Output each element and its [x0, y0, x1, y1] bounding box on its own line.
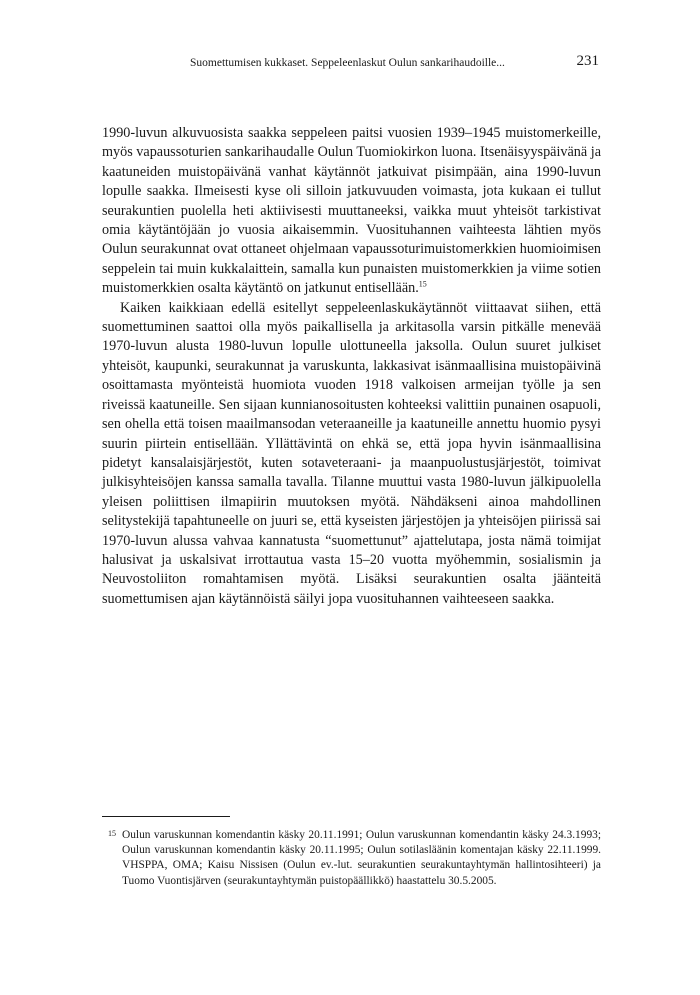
footnote-reference[interactable]: 15	[418, 279, 427, 289]
footnote	[102, 828, 601, 889]
footnote-item	[102, 828, 601, 889]
page-number: 231	[576, 53, 599, 69]
paragraph-text: 1990-luvun alkuvuosista saakka seppeleen paitsi vuosien 1939–1945 muistomerkeille, myös vapaussoturien sankarihaudalle Oulun Tuomiokirkon luona. Itsenäisyyspäivänä ja kaatuneiden muistopäivänä vanhat käytännöt jatkuivat pisimpään, aina 1990-luvun lopulle saakka. Ilmeisesti kyse oli silloin jatkuvuuden voimasta, jota kukaan ei tullut seurakuntien puolella heti aktiivisesti muuttaneeksi, vaikka muut yhteisöt tarkistivat omia käytäntöjään jo vuosia aikaisemmin. Vuosituhannen vaihteesta lähtien myös Oulun seurakunnat ovat ottaneet ohjelmaan vapaussoturimuistomerkkien huomioimisen seppelein tai muin kukkalaittein, samalla kun punaisten muistomerkkien ja viime sotien muistomerkkien osalta käytäntö on jatkunut entisellään.	[102, 125, 601, 297]
footnote-text: Oulun varuskunnan komendantin käsky 20.11.1991; Oulun varuskunnan komendantin käsky 24.3.1993; Oulun varuskunnan komendantin käsky 20.11.1995; Oulun sotilasläänin komentajan käsky 22.11.1999. VHSPPA, OMA; Kaisu Nissisen (Oulun ev.-lut. seurakuntien seurakuntayhtymän hallintosihteeri) ja Tuomo Vuontisjärven (seurakuntayhtymän puistopäällikkö) haastattelu 30.5.2005.	[122, 829, 601, 887]
body-text	[102, 124, 601, 609]
paragraph-1	[102, 124, 601, 299]
footnote-number: 15	[108, 829, 116, 838]
paragraph-text: Kaiken kaikkiaan edellä esitellyt seppeleenlaskukäytännöt viittaavat siihen, että suomettuminen saattoi olla myös paikallisella ja arkitasolla varsin pitkälle menevää 1970-luvun alusta 1980-luvun lopulle ulottuneella jaksolla. Oulun suuret julkiset yhteisöt, kaupunki, seurakunnat ja varuskunta, lakkasivat isänmaallisina muistopäivinä osoittamasta myönteistä huomiota vuoden 1918 valkoisen armeijan työlle ja sen riveissä kaatuneille. Sen sijaan kunnianosoitusten kohteeksi valittiin punainen osapuoli, sen ohella että toisen maailmansodan veteraaneille ja kaatuneille annettu huomio pysyi suurin piirtein entisellään. Yllättävintä on ehkä se, että jopa hyvin isänmaallisina pidetyt kansalaisjärjestöt, kuten sotaveteraani- ja maanpuolustusjärjestöt, toimivat julkisyhteisöjen kanssa samalla tavalla. Tilanne muuttui vasta 1980-luvun jälkipuolella yleisen poliittisen ilmapiirin muutoksen myötä. Nähdäkseni ainoa mahdollinen selitystekijä tapahtuneelle on juuri se, että kyseisten järjestöjen ja yhteisöjen piirissä sai 1970-luvun alussa vahvaa kannatusta “suomettunut” ajattelutapa, josta nämä toimijat halusivat ja uskalsivat irrottautua vasta 15–20 vuotta myöhemmin, sosialismin ja Neuvostoliiton romahtamisen myötä. Lisäksi seurakuntien osalta jäänteitä suomettumisen ajan käytännöistä säilyi jopa vuosituhannen vaihteeseen saakka.	[102, 299, 601, 607]
running-title: Suomettumisen kukkaset. Seppeleenlaskut Oulun sankarihaudoille...	[190, 57, 505, 69]
footnote-divider	[102, 816, 230, 817]
paragraph-2	[102, 299, 601, 610]
